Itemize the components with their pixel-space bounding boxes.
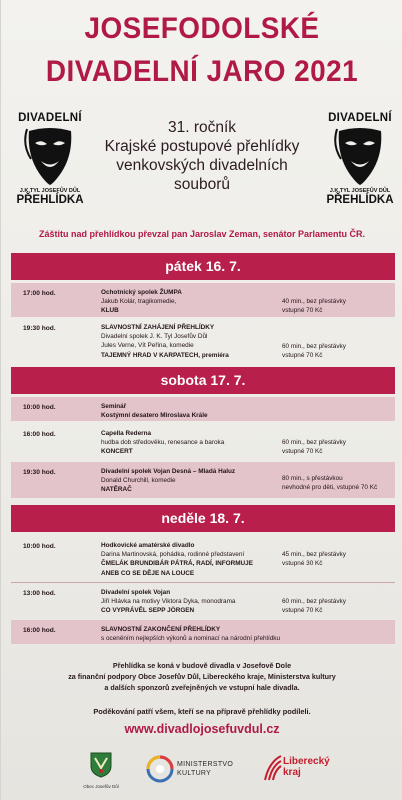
event-play-title: NATĚRAČ bbox=[101, 486, 132, 494]
event-price: vstupné 30 Kč bbox=[282, 560, 323, 568]
event-body bbox=[101, 429, 291, 457]
event-ensemble: Capella Rederna bbox=[101, 430, 152, 437]
logo-text-top: DIVADELNÍ bbox=[18, 112, 82, 124]
event-price: vstupné 70 Kč bbox=[282, 352, 323, 360]
event-info bbox=[282, 597, 392, 615]
sponsor-caption: Obec Josefův Důl bbox=[83, 784, 119, 789]
event-price: vstupné 70 Kč bbox=[282, 448, 323, 456]
event-row bbox=[11, 462, 395, 498]
event-price: vstupné 70 Kč bbox=[282, 607, 323, 615]
footer-line: za finanční podpory Obce Josefův Důl, Libereckého kraje, Ministerstva kultury bbox=[68, 672, 336, 681]
event-body bbox=[101, 402, 291, 420]
day-header-friday: pátek 16. 7. bbox=[11, 253, 395, 280]
event-row bbox=[11, 424, 395, 460]
event-time: 13:00 hod. bbox=[23, 590, 56, 597]
event-time: 10:00 hod. bbox=[23, 404, 56, 411]
event-play-title: ČMELÁK BRUNDIBÁR PÁTRÁ, RADÍ, INFORMUJE bbox=[101, 560, 253, 568]
event-title: Seminář bbox=[101, 403, 127, 410]
event-row bbox=[11, 536, 395, 582]
event-play-title-2: ANEB CO SE DĚJE NA LOUCE bbox=[101, 569, 195, 577]
event-author: Darina Martinovská, pohádka, rodinné představení bbox=[101, 551, 245, 559]
event-subtitle: Kostýmní desatero Miroslava Krále bbox=[101, 412, 208, 420]
event-author: Jakub Kolár, tragikomedie, bbox=[101, 298, 177, 306]
event-author: Donald Churchill, komedie bbox=[101, 477, 176, 485]
event-ensemble: Ochotnický spolek ŽUMPA bbox=[101, 289, 182, 296]
event-time: 19:30 hod. bbox=[23, 469, 56, 476]
coat-of-arms-icon bbox=[90, 752, 112, 778]
event-body bbox=[101, 288, 291, 316]
intro-line: 31. ročník bbox=[167, 119, 237, 136]
festival-intro bbox=[91, 118, 313, 194]
festival-logo-right bbox=[321, 112, 399, 224]
website-link[interactable]: www.divadlojosefuvdul.cz bbox=[124, 722, 280, 736]
event-duration: 60 min., bez přestávky bbox=[282, 343, 346, 350]
intro-line: venkovských divadelních bbox=[116, 157, 288, 174]
event-title: SLAVNOSTNÍ ZAKONČENÍ PŘEHLÍDKY bbox=[101, 626, 221, 633]
footer-line: a dalších sponzorů zveřejněných ve vstupní hale divadla. bbox=[104, 683, 300, 692]
kraj-line: Liberecký bbox=[283, 756, 330, 767]
event-info bbox=[282, 342, 392, 360]
event-subtitle: s oceněním nejlepších výkonů a nominací na národní přehlídku bbox=[101, 635, 281, 643]
event-ensemble: Divadelní spolek Vojan bbox=[101, 589, 171, 596]
event-body bbox=[101, 541, 291, 578]
event-author: Jules Verne, Vít Peřina, komedie bbox=[101, 342, 194, 350]
theatre-mask-icon bbox=[331, 125, 389, 187]
festival-title-line1: JOSEFODOLSKÉ bbox=[84, 12, 320, 45]
event-row bbox=[11, 397, 395, 421]
event-info bbox=[282, 550, 392, 568]
event-ensemble-2: Divadelní spolek J. K. Tyl Josefův Důl bbox=[101, 333, 208, 341]
event-row bbox=[11, 318, 395, 364]
event-info bbox=[282, 297, 392, 315]
event-author: hudba dob středověku, renesance a baroka bbox=[101, 439, 225, 447]
logo-text-small: J.K.TYL JOSEFŮV DŮL bbox=[19, 188, 81, 194]
event-play-title: TAJEMNÝ HRAD V KARPATECH, premiéra bbox=[101, 351, 229, 359]
ministry-logo-icon bbox=[145, 754, 175, 784]
event-body bbox=[101, 323, 291, 360]
thanks-note: Poděkování patří všem, kteří se na přípravě přehlídky podíleli. bbox=[93, 707, 311, 716]
ministry-line: KULTURY bbox=[177, 770, 212, 777]
logo-text-bottom: PŘEHLÍDKA bbox=[326, 194, 394, 206]
logo-text-small: J.K.TYL JOSEFŮV DŮL bbox=[329, 188, 391, 194]
event-duration: 60 min., bez přestávky bbox=[282, 598, 346, 605]
event-body bbox=[101, 467, 291, 495]
event-play-title: KLUB bbox=[101, 307, 119, 315]
logo-text-top: DIVADELNÍ bbox=[328, 112, 392, 124]
event-body bbox=[101, 588, 291, 616]
sponsor-ministry-culture bbox=[143, 752, 243, 792]
event-ensemble: SLAVNOSTNÍ ZAHÁJENÍ PŘEHLÍDKY bbox=[101, 324, 215, 331]
day-header-sunday: neděle 18. 7. bbox=[11, 505, 395, 532]
sponsor-obec-josefuv-dul bbox=[81, 752, 121, 792]
kraj-text bbox=[283, 756, 330, 778]
event-time: 16:00 hod. bbox=[23, 431, 56, 438]
footer-line: Přehlídka se koná v budově divadla v Josefově Dole bbox=[112, 661, 292, 670]
event-price: vstupné 70 Kč bbox=[282, 307, 323, 315]
event-play-title: CO VYPRÁVĚL SEPP JÖRGEN bbox=[101, 607, 195, 615]
venue-note bbox=[1, 660, 402, 693]
event-time: 10:00 hod. bbox=[23, 543, 56, 550]
festival-logo-left bbox=[11, 112, 89, 224]
event-row bbox=[11, 620, 395, 644]
event-play-title: KONCERT bbox=[101, 448, 133, 456]
event-duration: 80 min., s přestávkou bbox=[282, 475, 343, 482]
event-info bbox=[282, 438, 392, 456]
event-row bbox=[11, 583, 395, 621]
event-price: nevhodné pro děti, vstupné 70 Kč bbox=[282, 484, 378, 492]
event-duration: 45 min., bez přestávky bbox=[282, 551, 346, 558]
event-duration: 60 min., bez přestávky bbox=[282, 439, 346, 446]
logo-text-bottom: PŘEHLÍDKA bbox=[16, 194, 84, 206]
theatre-mask-icon bbox=[21, 125, 79, 187]
intro-line: souborů bbox=[173, 176, 230, 193]
kraj-logo-icon bbox=[263, 754, 283, 782]
day-header-saturday: sobota 17. 7. bbox=[11, 367, 395, 394]
event-time: 17:00 hod. bbox=[23, 290, 56, 297]
event-info bbox=[282, 474, 392, 492]
sponsor-liberecky-kraj bbox=[263, 752, 343, 792]
patronage-note: Záštitu nad přehlídkou převzal pan Jaroslav Zeman, senátor Parlamentu ČR. bbox=[38, 229, 366, 239]
event-time: 19:30 hod. bbox=[23, 325, 56, 332]
event-time: 16:00 hod. bbox=[23, 627, 56, 634]
event-duration: 40 min., bez přestávky bbox=[282, 298, 346, 305]
festival-title-line2: DIVADELNÍ JARO 2021 bbox=[45, 55, 359, 88]
ministry-line: MINISTERSTVO bbox=[177, 761, 234, 768]
kraj-line: kraj bbox=[283, 767, 301, 778]
event-body bbox=[101, 625, 361, 643]
intro-line: Krajské postupové přehlídky bbox=[104, 138, 300, 155]
event-author: Jiří Hlávka na motivy Viktora Dyka, monodrama bbox=[101, 598, 236, 606]
event-row bbox=[11, 283, 395, 317]
event-ensemble: Divadelní spolek Vojan Desná – Mladá Haluz bbox=[101, 468, 236, 475]
event-ensemble: Hodkovické amatérské divadlo bbox=[101, 542, 195, 549]
ministry-text bbox=[177, 760, 233, 778]
